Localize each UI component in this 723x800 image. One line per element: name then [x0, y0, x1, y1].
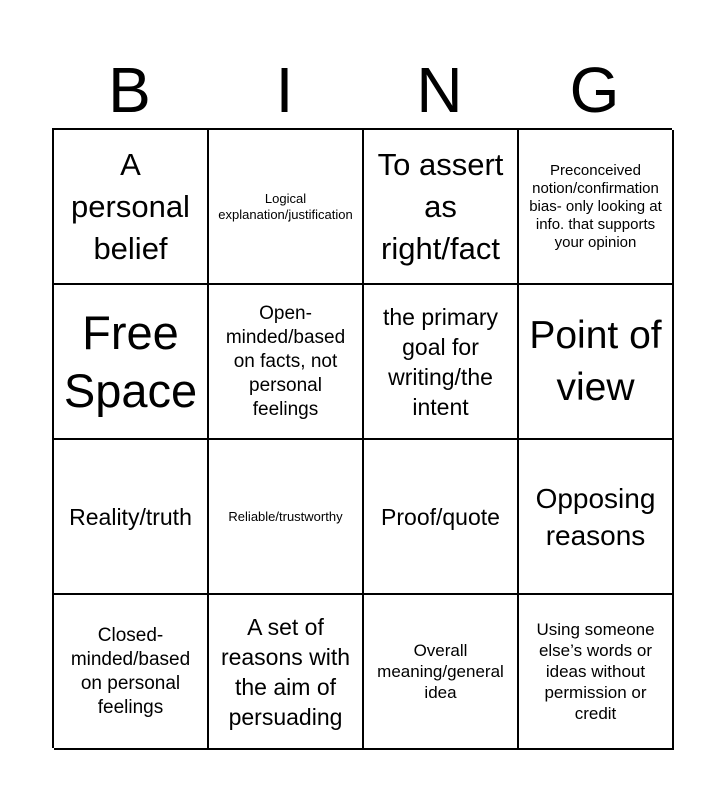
bingo-cell-r1c2: [209, 130, 364, 285]
bingo-cell-r4c3: [364, 595, 519, 750]
bingo-cell-r1c1: [54, 130, 209, 285]
header-letter-n: N: [416, 54, 463, 126]
cell-text: the primary goal for writing/the intent: [382, 303, 499, 420]
bingo-cell-r4c1: [54, 595, 209, 750]
bingo-cell-r1c3: [364, 130, 519, 285]
cell-text: Logical explanation/justification: [218, 190, 353, 222]
bingo-cell-r2c4: [519, 285, 674, 440]
cell-text: Free Space: [63, 305, 198, 417]
bingo-cell-r3c1: [54, 440, 209, 595]
bingo-cell-r3c4: [519, 440, 674, 595]
cell-text: To assert as right/fact: [377, 146, 504, 266]
header-letter-b: B: [108, 54, 151, 126]
bingo-cell-r4c4: [519, 595, 674, 750]
cell-text: Proof/quote: [381, 503, 500, 530]
bingo-cell-r2c1: [54, 285, 209, 440]
cell-text: Point of view: [529, 313, 662, 409]
cell-text: Opposing reasons: [535, 482, 656, 551]
header-letter-i: I: [275, 54, 294, 126]
bingo-cell-r3c2: [209, 440, 364, 595]
cell-text: Overall meaning/general idea: [377, 641, 504, 702]
bingo-cell-r3c3: [364, 440, 519, 595]
cell-text: A personal belief: [71, 146, 190, 266]
cell-text: A set of reasons with the aim of persuading: [220, 613, 351, 730]
bingo-cell-r2c3: [364, 285, 519, 440]
bingo-cell-r4c2: [209, 595, 364, 750]
cell-text: Using someone else’s words or ideas without permission or credit: [536, 620, 655, 723]
header-letter-g: G: [569, 54, 620, 126]
bingo-grid: [52, 128, 672, 748]
cell-text: Open-minded/based on facts, not personal feelings: [225, 302, 346, 420]
cell-text: Reality/truth: [69, 503, 192, 530]
cell-text: Closed-minded/based on personal feelings: [70, 624, 191, 718]
cell-text: Reliable/trustworthy: [228, 508, 343, 524]
bingo-cell-r2c2: [209, 285, 364, 440]
bingo-cell-r1c4: [519, 130, 674, 285]
cell-text: Preconceived notion/confirmation bias- only looking at info. that supports your opinion: [529, 161, 662, 251]
bingo-header: [52, 52, 672, 128]
